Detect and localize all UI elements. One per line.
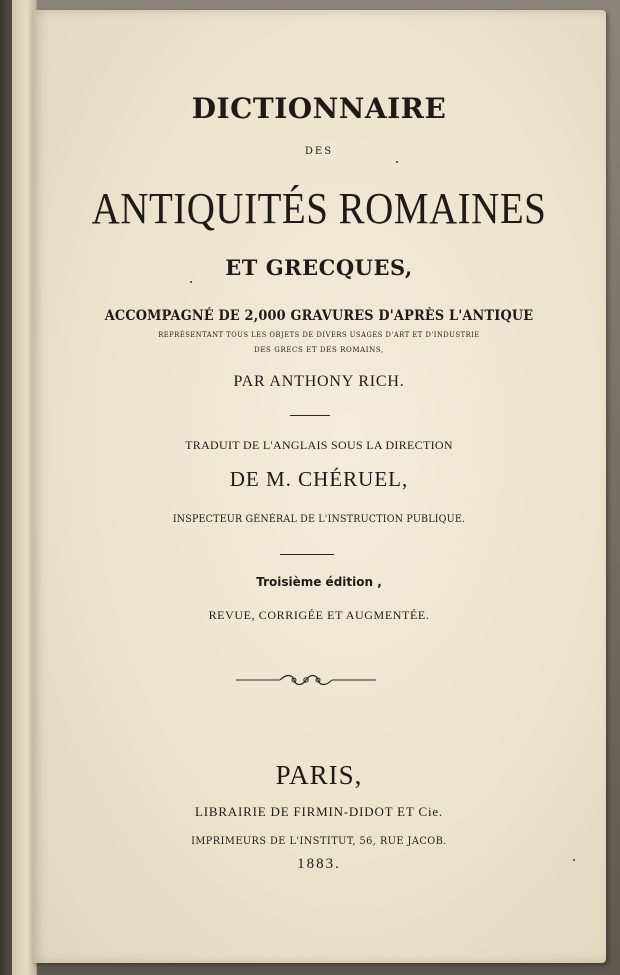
- title-et-grecques: ET GRECQUES,: [225, 255, 413, 280]
- paper-speck: [396, 161, 398, 163]
- publisher-name: LIBRAIRIE DE FIRMIN-DIDOT ET Cie.: [195, 804, 443, 819]
- printer-address: IMPRIMEURS DE L'INSTITUT, 56, RUE JACOB.: [191, 836, 447, 847]
- publication-year: 1883.: [297, 856, 341, 872]
- decorative-flourish-icon: [236, 672, 376, 688]
- subtitle-gravures: ACCOMPAGNÉ DE 2,000 GRAVURES D'APRÈS L'ANTIQUE: [104, 308, 534, 324]
- title-antiquites-romaines: ANTIQUITÉS ROMAINES: [91, 183, 547, 234]
- translator-title: INSPECTEUR GÉNÉRAL DE L'INSTRUCTION PUBLIQUE.: [172, 514, 466, 525]
- paper-speck: [573, 859, 575, 861]
- subtitle-detail-objets: REPRÉSENTANT TOUS LES OBJETS DE DIVERS USAGES D'ART ET D'INDUSTRIE: [158, 331, 480, 339]
- edition-note: REVUE, CORRIGÉE ET AUGMENTÉE.: [208, 608, 430, 622]
- translation-note: TRADUIT DE L'ANGLAIS SOUS LA DIRECTION: [185, 438, 453, 452]
- title-page: [32, 10, 606, 963]
- publisher-city: PARIS,: [275, 760, 363, 790]
- title-des: DES: [304, 146, 334, 157]
- paper-speck: [190, 281, 192, 283]
- title-dictionnaire: DICTIONNAIRE: [191, 92, 447, 125]
- translator-name: DE M. CHÉRUEL,: [229, 467, 409, 491]
- divider-rule: [280, 554, 334, 555]
- author-line: PAR ANTHONY RICH.: [233, 373, 405, 390]
- divider-rule: [290, 415, 330, 416]
- subtitle-detail-grecs: DES GRECS ET DES ROMAINS,: [254, 346, 384, 354]
- edition-line: Troisième édition ,: [256, 575, 382, 589]
